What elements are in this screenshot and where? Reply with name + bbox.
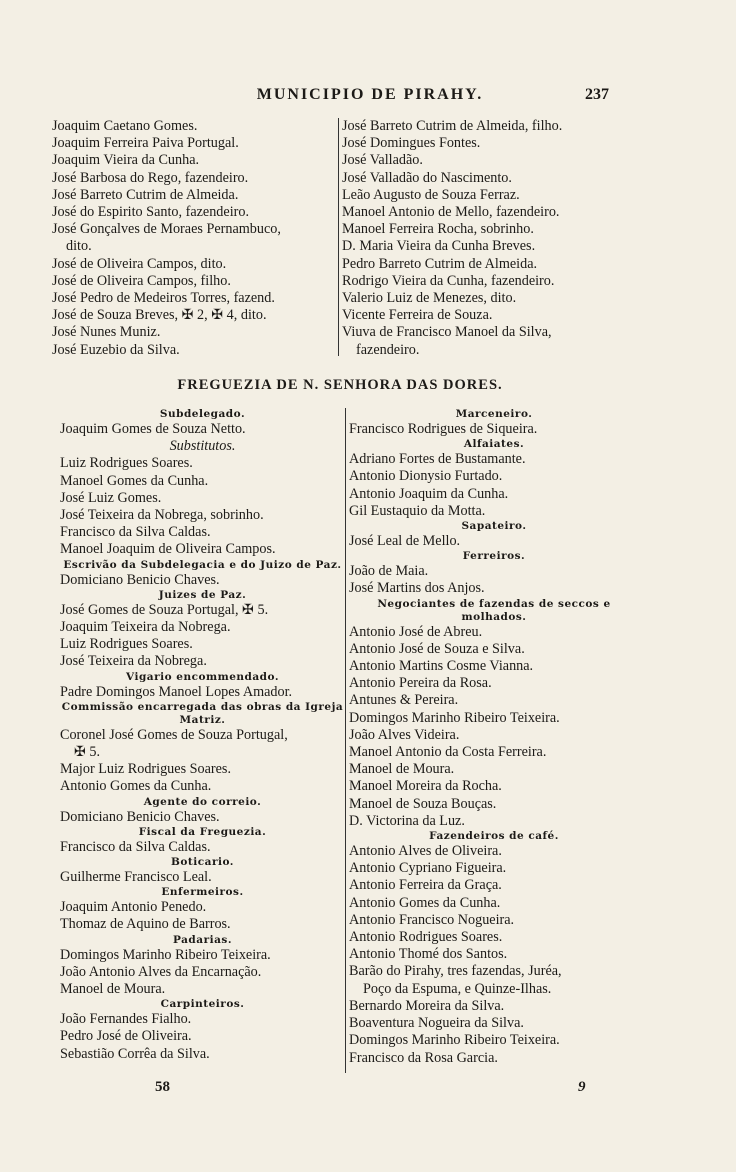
list-item: Rodrigo Vieira da Cunha, fazendeiro. [342, 272, 555, 289]
list-item: José Teixeira da Nobrega. [60, 653, 207, 670]
list-item: Manoel Moreira da Rocha. [349, 778, 502, 795]
list-item: Antonio Joaquim da Cunha. [349, 485, 509, 502]
list-item: D. Victorina da Luz. [349, 812, 465, 829]
list-item: José Euzebio da Silva. [52, 341, 180, 358]
list-item: Viuva de Francisco Manoel da Silva, [342, 324, 552, 341]
list-item: Padre Domingos Manoel Lopes Amador. [60, 683, 293, 700]
list-item: Antonio José de Souza e Silva. [349, 640, 525, 657]
heading-sapateiro: Sapateiro. [461, 520, 527, 533]
list-item: José de Souza Breves, ✠ 2, ✠ 4, dito. [52, 307, 267, 324]
list-item: Barão do Pirahy, tres fazendas, Juréa, [349, 963, 562, 980]
list-item: José do Espirito Santo, fazendeiro. [52, 204, 250, 221]
list-item: Domingos Marinho Ribeiro Teixeira. [349, 709, 560, 726]
page-number: 237 [585, 86, 609, 103]
list-item: Boaventura Nogueira da Silva. [349, 1015, 524, 1032]
list-item: José Barbosa do Rego, fazendeiro. [52, 169, 249, 186]
heading-substitutos: Substitutos. [169, 438, 236, 455]
list-item: Manoel Joaquim de Oliveira Campos. [60, 541, 276, 558]
list-item: José Teixeira da Nobrega, sobrinho. [60, 507, 264, 524]
list-item: Poço da Espuma, e Quinze-Ilhas. [363, 980, 552, 997]
heading-correio: Agente do correio. [143, 795, 262, 808]
list-item: Manoel de Souza Bouças. [349, 795, 497, 812]
freguezia-left-column [60, 408, 345, 1063]
signature-mark-right: 9 [578, 1079, 586, 1095]
list-item: Leão Augusto de Souza Ferraz. [342, 186, 520, 203]
list-item: Gil Eustaquio da Motta. [349, 502, 486, 519]
list-item: João Alves Videira. [349, 726, 460, 743]
heading-negociantes: Negociantes de fazendas de seccos e molhados. [377, 597, 611, 623]
list-item: Pedro Barreto Cutrim de Almeida. [342, 255, 538, 272]
list-item: Thomaz de Aquino de Barros. [60, 916, 231, 933]
heading-enfermeiros: Enfermeiros. [161, 886, 244, 899]
list-item: José Pedro de Medeiros Torres, fazend. [52, 290, 275, 307]
list-item: Joaquim Gomes de Souza Netto. [60, 421, 246, 437]
list-item: Antonio Gomes da Cunha. [349, 894, 501, 911]
list-item: Antonio Dionysio Furtado. [349, 468, 503, 485]
list-item: Manoel Ferreira Rocha, sobrinho. [342, 221, 534, 238]
list-item: Domingos Marinho Ribeiro Teixeira. [349, 1032, 560, 1049]
list-item: dito. [66, 238, 92, 255]
list-item: Joaquim Ferreira Paiva Portugal. [52, 135, 239, 152]
list-item: Antonio Pereira da Rosa. [349, 675, 492, 692]
heading-alfaiates: Alfaiates. [463, 438, 525, 451]
heading-boticario: Boticario. [171, 856, 234, 869]
list-item: Bernardo Moreira da Silva. [349, 997, 505, 1014]
list-item: José Barreto Cutrim de Almeida, filho. [342, 118, 563, 134]
heading-commissao: Commissão encarregada das obras da Igreja Matriz. [61, 700, 344, 726]
list-item: José Valladão. [342, 152, 423, 169]
list-item: José Luiz Gomes. [60, 489, 162, 506]
section-title: FREGUEZIA DE N. SENHORA DAS DORES. [177, 377, 503, 393]
list-item: José de Oliveira Campos, filho. [52, 272, 231, 289]
heading-fazendeiros: Fazendeiros de café. [429, 830, 559, 843]
list-item: Adriano Fortes de Bustamante. [349, 451, 526, 468]
list-item: Joaquim Teixeira da Nobrega. [60, 619, 231, 636]
list-item: Francisco da Silva Caldas. [60, 838, 211, 855]
list-item: ✠ 5. [74, 744, 101, 761]
list-item: Domingos Marinho Ribeiro Teixeira. [60, 946, 271, 963]
list-item: José Leal de Mello. [349, 533, 461, 550]
running-title: MUNICIPIO DE PIRAHY. [256, 86, 484, 103]
list-item: Manoel de Moura. [349, 761, 455, 778]
list-item: Joaquim Antonio Penedo. [60, 899, 207, 916]
heading-fiscal: Fiscal da Freguezia. [138, 825, 267, 838]
list-item: Luiz Rodrigues Soares. [60, 636, 193, 653]
list-item: José Gonçalves de Moraes Pernambuco, [52, 221, 281, 238]
freguezia-right-column [345, 408, 639, 1073]
heading-ferreiros: Ferreiros. [462, 550, 526, 563]
top-list-left [52, 118, 334, 359]
list-item: João Antonio Alves da Encarnação. [60, 963, 262, 980]
list-item: José Martins dos Anjos. [349, 580, 485, 597]
list-item: Domiciano Benicio Chaves. [60, 808, 220, 825]
list-item: Antonio Alves de Oliveira. [349, 843, 502, 860]
heading-carpinteiros: Carpinteiros. [160, 998, 245, 1011]
list-item: Francisco da Silva Caldas. [60, 524, 211, 541]
list-item: Joaquim Caetano Gomes. [52, 118, 198, 134]
list-item: Antonio Martins Cosme Vianna. [349, 658, 534, 675]
list-item: Antonio Thomé dos Santos. [349, 946, 508, 963]
list-item: José de Oliveira Campos, dito. [52, 255, 227, 272]
list-item: Antonio Rodrigues Soares. [349, 929, 503, 946]
list-item: Antunes & Pereira. [349, 692, 459, 709]
list-item: Major Luiz Rodrigues Soares. [60, 761, 232, 778]
heading-subdelegado: Subdelegado. [159, 408, 246, 420]
heading-juizes: Juizes de Paz. [158, 588, 247, 601]
list-item: José Gomes de Souza Portugal, ✠ 5. [60, 601, 269, 618]
list-item: Domiciano Benicio Chaves. [60, 571, 220, 588]
list-item: José Valladão do Nascimento. [342, 169, 512, 186]
list-item: Manoel Antonio de Mello, fazendeiro. [342, 204, 560, 221]
list-item: José Barreto Cutrim de Almeida. [52, 186, 239, 203]
signature-mark-left: 58 [155, 1079, 170, 1095]
list-item: Guilherme Francisco Leal. [60, 869, 212, 886]
list-item: João de Maia. [349, 563, 429, 580]
list-item: Antonio Ferreira da Graça. [349, 877, 502, 894]
list-item: João Fernandes Fialho. [60, 1011, 192, 1028]
list-item: Antonio Cypriano Figueira. [349, 860, 507, 877]
list-item: Joaquim Vieira da Cunha. [52, 152, 200, 169]
list-item: Manoel de Moura. [60, 981, 166, 998]
top-list-right [338, 118, 632, 356]
list-item: Pedro José de Oliveira. [60, 1028, 192, 1045]
list-item: Francisco da Rosa Garcia. [349, 1049, 498, 1066]
list-item: Coronel José Gomes de Souza Portugal, [60, 726, 288, 743]
heading-escrivao: Escrivão da Subdelegacia e do Juizo de Paz. [63, 558, 342, 571]
list-item: José Nunes Muniz. [52, 324, 161, 341]
list-item: José Domingues Fontes. [342, 135, 481, 152]
list-item: Valerio Luiz de Menezes, dito. [342, 290, 517, 307]
list-item: Manoel Gomes da Cunha. [60, 472, 209, 489]
list-item: Sebastião Corrêa da Silva. [60, 1045, 210, 1062]
list-item: Antonio Gomes da Cunha. [60, 778, 212, 795]
list-item: Luiz Rodrigues Soares. [60, 455, 193, 472]
heading-padarias: Padarias. [173, 933, 232, 946]
list-item: Francisco Rodrigues de Siqueira. [349, 421, 538, 437]
list-item: D. Maria Vieira da Cunha Breves. [342, 238, 536, 255]
heading-vigario: Vigario encommendado. [126, 670, 279, 683]
list-item: Vicente Ferreira de Souza. [342, 307, 493, 324]
list-item: Manoel Antonio da Costa Ferreira. [349, 744, 547, 761]
heading-marceneiro: Marceneiro. [455, 408, 533, 420]
list-item: Antonio Francisco Nogueira. [349, 911, 515, 928]
list-item: fazendeiro. [356, 341, 420, 358]
list-item: Antonio José de Abreu. [349, 623, 483, 640]
